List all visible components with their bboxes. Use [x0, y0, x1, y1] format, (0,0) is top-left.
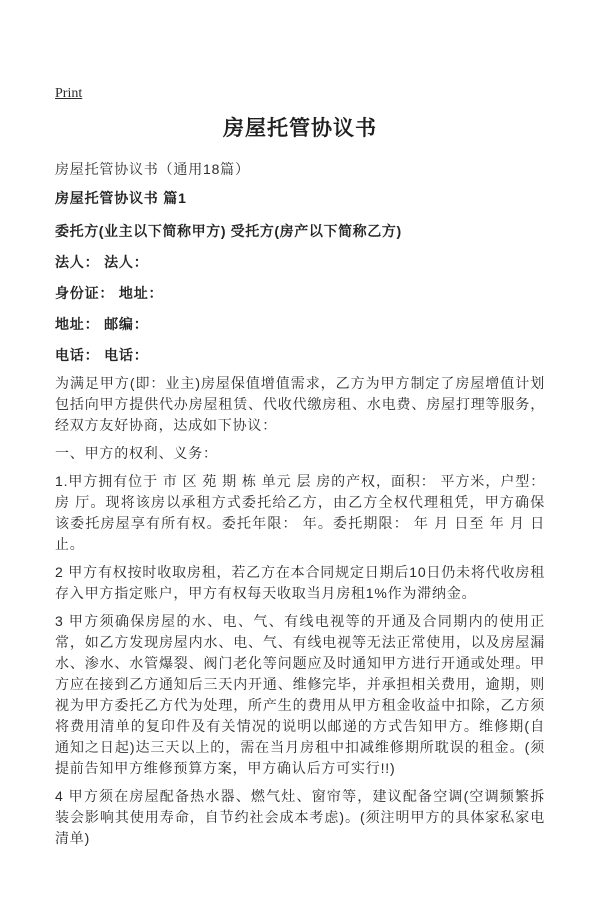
clause-paragraph-2: 2 甲方有权按时收取房租，若乙方在本合同规定日期后10日仍未将代收房租存入甲方指定账户，甲方有权每天收取当月房租1%作为滞纳金。 — [55, 564, 545, 601]
party-definition-line: 委托方(业主以下简称甲方) 受托方(房产以下简称乙方) — [55, 223, 402, 239]
field-line-legal-person: 法人： 法人： — [55, 254, 149, 270]
clause-paragraph-3: 3 甲方须确保房屋的水、电、气、有线电视等的开通及合同期内的使用正常，如乙方发现房屋内水、电、气、有线电视等无法正常使用，以及房屋漏水、渗水、水管爆裂、阀门老化等问题应及时通知甲方进行开通或处理。甲方应在接到乙方通知后三天内开通、维修完毕，并承担相关费用，逾期，则视为甲方委托乙方代为处理，所产生的费用从甲方租金收益中扣除，乙方须将费用清单的复印件及有关情况的说明以邮递的方式告知甲方。维修期(自通知之日起)达三天以上的，需在当月房租中扣减维修期所耽误的租金。(须提前告知甲方维修预算方案，甲方确认后方可实行!!) — [55, 613, 545, 776]
print-link[interactable]: Print — [55, 86, 83, 101]
field-line-id-address: 身份证： 地址： — [55, 285, 164, 301]
section-heading-part1: 房屋托管协议书 篇1 — [55, 190, 187, 206]
clause-section-heading: 一、甲方的权利、义务： — [55, 445, 218, 461]
clause-paragraph-4: 4 甲方须在房屋配备热水器、燃气灶、窗帘等，建议配备空调(空调频繁拆装会影响其使用寿命，自节约社会成本考虑)。(须注明甲方的具体家私家电清单) — [55, 788, 545, 846]
field-line-address-zip: 地址： 邮编： — [55, 316, 149, 332]
clause-paragraph-1: 1.甲方拥有位于 市 区 苑 期 栋 单元 层 房的产权，面积： 平方米，户型： 房 厅。现将该房以承租方式委托给乙方，由乙方全权代理租凭，甲方确保该委托房屋享有所有权。委托年限： 年。委托期限： 年 月 日至 年 月 日止。 — [55, 473, 545, 552]
doc-subtitle: 房屋托管协议书（通用18篇） — [55, 161, 250, 177]
page-title: 房屋托管协议书 — [223, 117, 377, 140]
intro-paragraph: 为满足甲方(即：业主)房屋保值增值需求，乙方为甲方制定了房屋增值计划包括向甲方提供代办房屋租赁、代收代缴房租、水电费、房屋打理等服务，经双方友好协商，达成如下协议： — [55, 375, 545, 433]
field-line-phone: 电话： 电话： — [55, 347, 149, 363]
